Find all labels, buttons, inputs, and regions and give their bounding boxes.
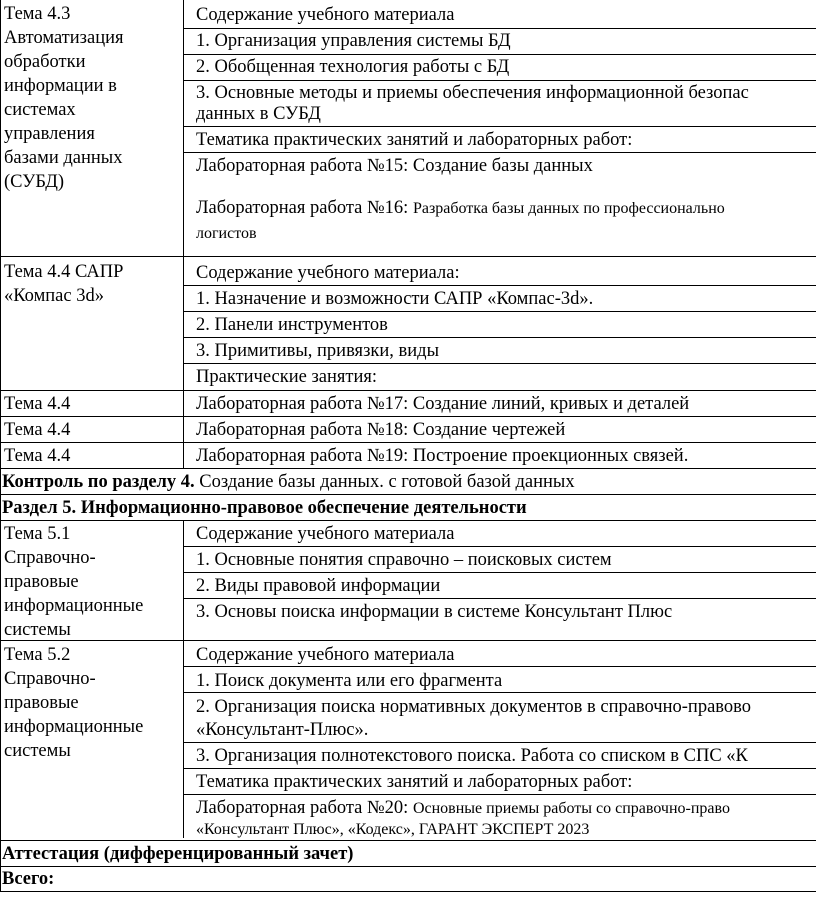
content-item-continued: «Консультант-Плюс». <box>196 720 369 740</box>
row-border <box>0 256 816 257</box>
practice-heading: Практические занятия: <box>196 367 378 387</box>
topic-line: Тема 5.1 <box>4 524 71 544</box>
content-heading: Содержание учебного материала <box>196 524 455 544</box>
content-item: 3. Основные методы и приемы обеспечения информационной безопас <box>196 83 749 103</box>
topic-line: системы <box>4 620 71 640</box>
topic-cell: Тема 4.4 <box>4 446 71 466</box>
cell-border <box>183 742 816 743</box>
lab-work-20-label: Лабораторная работа №20: <box>196 798 409 818</box>
section-heading: Раздел 5. Информационно-правовое обеспечение деятельности <box>2 498 527 518</box>
topic-line: правовые <box>4 572 79 592</box>
lab-work-19: Лабораторная работа №19: Построение проекционных связей. <box>196 446 689 466</box>
cell-border <box>183 572 816 573</box>
topic-cell-4-4 <box>4 260 123 308</box>
topic-line: Автоматизация <box>4 28 124 48</box>
topic-line: Тема 4.3 <box>4 4 71 24</box>
cell-border <box>183 152 816 153</box>
row-border <box>0 442 816 443</box>
lab-work-20-title: Основные приемы работы со справочно-право <box>412 800 730 817</box>
cell-border <box>183 794 816 795</box>
total-row: Всего: <box>2 869 55 889</box>
practice-heading: Тематика практических занятий и лабораторных работ: <box>196 772 633 792</box>
content-heading: Содержание учебного материала: <box>196 263 460 283</box>
row-border <box>0 866 816 867</box>
topic-line: «Компас 3d» <box>4 286 104 306</box>
section-control-text: Создание базы данных. с готовой базой данных <box>194 472 575 492</box>
content-item: 3. Примитивы, привязки, виды <box>196 341 439 361</box>
table-border-left <box>0 0 1 892</box>
topic-line: информации в <box>4 76 117 96</box>
topic-line: информационные <box>4 717 144 737</box>
cell-border <box>183 337 816 338</box>
content-item: 2. Виды правовой информации <box>196 576 441 596</box>
lab-work-18: Лабораторная работа №18: Создание чертежей <box>196 420 566 440</box>
practice-heading: Тематика практических занятий и лабораторных работ: <box>196 130 633 150</box>
topic-line: Тема 4.4 САПР <box>4 262 124 282</box>
topic-line: системы <box>4 741 71 761</box>
lab-work-15: Лабораторная работа №15: Создание базы данных <box>196 156 593 176</box>
cell-border <box>183 768 816 769</box>
cell-border <box>183 311 816 312</box>
content-heading: Содержание учебного материала <box>196 5 455 25</box>
topic-line: (СУБД) <box>4 172 65 192</box>
topic-line: Тема 5.2 <box>4 645 71 665</box>
lab-work-16-title: Разработка базы данных по профессионально <box>412 200 725 217</box>
topic-line: Справочно- <box>4 548 96 568</box>
column-divider <box>183 520 184 838</box>
content-item: 1. Организация управления системы БД <box>196 31 511 51</box>
content-item: 3. Организация полнотекстового поиска. Работа со списком в СПС «К <box>196 746 748 766</box>
topic-cell-5-1 <box>4 522 143 642</box>
section-control-row <box>2 470 575 494</box>
lab-work-16-continued: логистов <box>196 225 257 242</box>
lab-work-17: Лабораторная работа №17: Создание линий, кривых и деталей <box>196 394 690 414</box>
topic-line: обработки <box>4 52 86 72</box>
content-item: 1. Назначение и возможности САПР «Компас-3d». <box>196 289 594 309</box>
row-border <box>0 468 816 469</box>
section-control-label: Контроль по разделу 4. <box>2 472 195 492</box>
topic-line: базами данных <box>4 148 123 168</box>
lab-work-20-continued: «Консультант Плюс», «Кодекс», ГАРАНТ ЭКСПЕРТ 2023 <box>196 821 590 838</box>
content-heading: Содержание учебного материала <box>196 645 455 665</box>
attestation-row: Аттестация (дифференцированный зачет) <box>2 844 354 864</box>
content-item: 1. Поиск документа или его фрагмента <box>196 671 503 691</box>
topic-line: Справочно- <box>4 669 96 689</box>
cell-border <box>183 363 816 364</box>
content-item: 2. Организация поиска нормативных документов в справочно-правово <box>196 697 751 717</box>
cell-border <box>183 598 816 599</box>
topic-cell: Тема 4.4 <box>4 394 71 414</box>
lab-work-16-label: Лабораторная работа №16: <box>196 198 409 218</box>
content-item: 2. Панели инструментов <box>196 315 388 335</box>
cell-border <box>183 285 816 286</box>
topic-line: управления <box>4 124 95 144</box>
topic-line: системах <box>4 100 76 120</box>
content-item: 2. Обобщенная технология работы с БД <box>196 57 510 77</box>
row-border <box>0 416 816 417</box>
topic-cell-5-2 <box>4 643 143 763</box>
row-border <box>0 520 816 521</box>
column-divider <box>183 0 184 469</box>
lab-work-16 <box>196 196 725 221</box>
row-border <box>0 891 816 892</box>
content-item-continued: данных в СУБД <box>196 104 321 124</box>
topic-line: правовые <box>4 693 79 713</box>
topic-cell-4-3 <box>4 2 124 194</box>
topic-line: информационные <box>4 596 144 616</box>
content-item: 1. Основные понятия справочно – поисковых систем <box>196 550 612 570</box>
cell-border <box>183 126 816 127</box>
row-border <box>0 494 816 495</box>
cell-border <box>183 546 816 547</box>
topic-cell: Тема 4.4 <box>4 420 71 440</box>
content-item: 3. Основы поиска информации в системе Консультант Плюс <box>196 602 673 622</box>
row-border <box>0 390 816 391</box>
